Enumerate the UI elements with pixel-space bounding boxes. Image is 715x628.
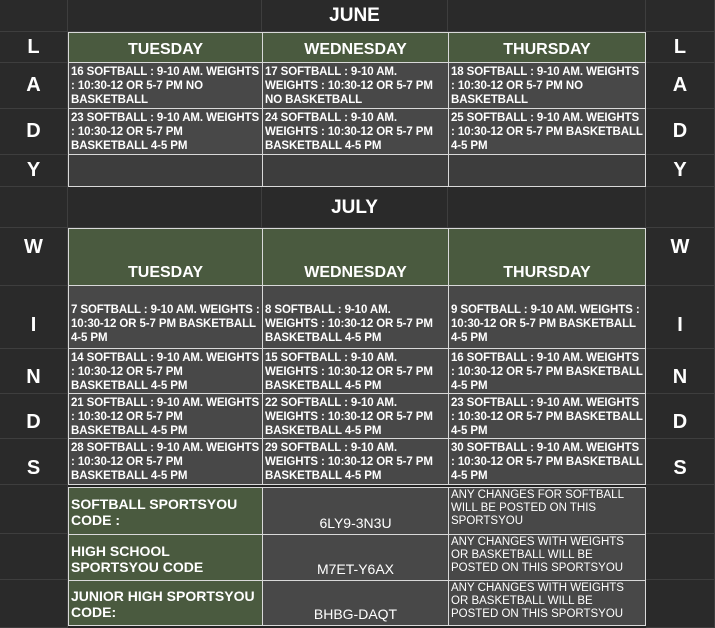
code-note-junior-high: ANY CHANGES WITH WEIGHTS OR BASKETBALL WILL BE POSTED ON THIS SPORTSYOU <box>448 580 646 626</box>
day-header-wednesday: WEDNESDAY <box>262 228 449 286</box>
date-cell: 23 SOFTBALL : 9-10 AM. WEIGHTS : 10:30-12 OR 5-7 PM BASKETBALL 4-5 PM <box>448 393 646 439</box>
month-title-june: JUNE <box>262 0 448 32</box>
month-title-july: JULY <box>262 187 448 228</box>
day-header-thursday: THURSDAY <box>448 228 646 286</box>
side-letter: I <box>646 286 715 349</box>
code-label-softball: SOFTBALL SPORTSYOU CODE : <box>68 487 263 535</box>
date-cell: 29 SOFTBALL : 9-10 AM. WEIGHTS : 10:30-12 OR 5-7 PM BASKETBALL 4-5 PM <box>262 438 449 485</box>
side-spacer <box>0 0 68 32</box>
code-value-softball: 6LY9-3N3U <box>262 487 449 535</box>
side-spacer <box>0 187 68 228</box>
side-spacer <box>0 580 68 628</box>
date-cell: 15 SOFTBALL : 9-10 AM. WEIGHTS : 10:30-12 OR 5-7 PM BASKETBALL 4-5 PM <box>262 348 449 394</box>
code-label-high-school: HIGH SCHOOL SPORTSYOU CODE <box>68 534 263 581</box>
side-letter: S <box>0 439 68 485</box>
month-spacer <box>448 0 646 32</box>
empty-cell <box>262 154 449 187</box>
side-letter: Y <box>0 155 68 187</box>
date-cell: 21 SOFTBALL : 9-10 AM. WEIGHTS : 10:30-12 OR 5-7 PM BASKETBALL 4-5 PM <box>68 393 263 439</box>
date-cell: 16 SOFTBALL : 9-10 AM. WEIGHTS : 10:30-12 OR 5-7 PM NO BASKETBALL <box>68 62 263 109</box>
side-spacer <box>646 534 715 580</box>
side-spacer <box>646 580 715 628</box>
day-header-tuesday: TUESDAY <box>68 228 263 286</box>
day-header-thursday: THURSDAY <box>448 32 646 63</box>
side-letter: L <box>646 32 715 63</box>
side-letter: I <box>0 286 68 349</box>
side-letter: S <box>646 439 715 485</box>
empty-cell <box>448 154 646 187</box>
empty-cell <box>68 154 263 187</box>
side-spacer <box>646 187 715 228</box>
side-letter: D <box>646 394 715 439</box>
side-letter: D <box>646 109 715 155</box>
date-cell: 22 SOFTBALL : 9-10 AM. WEIGHTS : 10:30-12 OR 5-7 PM BASKETBALL 4-5 PM <box>262 393 449 439</box>
month-spacer <box>448 187 646 228</box>
side-spacer <box>0 485 68 534</box>
day-header-wednesday: WEDNESDAY <box>262 32 449 63</box>
code-label-junior-high: JUNIOR HIGH SPORTSYOU CODE: <box>68 580 263 626</box>
side-letter: W <box>646 228 715 286</box>
side-spacer <box>0 534 68 580</box>
date-cell: 24 SOFTBALL : 9-10 AM. WEIGHTS : 10:30-12 OR 5-7 PM BASKETBALL 4-5 PM <box>262 108 449 155</box>
side-letter: L <box>0 32 68 63</box>
date-cell: 30 SOFTBALL : 9-10 AM. WEIGHTS : 10:30-12 OR 5-7 PM BASKETBALL 4-5 PM <box>448 438 646 485</box>
side-letter: A <box>0 63 68 109</box>
date-cell: 9 SOFTBALL : 9-10 AM. WEIGHTS : 10:30-12 OR 5-7 PM BASKETBALL 4-5 PM <box>448 285 646 349</box>
code-note-softball: ANY CHANGES FOR SOFTBALL WILL BE POSTED ON THIS SPORTSYOU <box>448 487 646 535</box>
side-letter: A <box>646 63 715 109</box>
code-note-high-school: ANY CHANGES WITH WEIGHTS OR BASKETBALL WILL BE POSTED ON THIS SPORTSYOU <box>448 534 646 581</box>
date-cell: 7 SOFTBALL : 9-10 AM. WEIGHTS : 10:30-12 OR 5-7 PM BASKETBALL 4-5 PM <box>68 285 263 349</box>
side-letter: Y <box>646 155 715 187</box>
code-value-high-school: M7ET-Y6AX <box>262 534 449 581</box>
date-cell: 25 SOFTBALL : 9-10 AM. WEIGHTS : 10:30-12 OR 5-7 PM BASKETBALL 4-5 PM <box>448 108 646 155</box>
date-cell: 14 SOFTBALL : 9-10 AM. WEIGHTS : 10:30-12 OR 5-7 PM BASKETBALL 4-5 PM <box>68 348 263 394</box>
date-cell: 23 SOFTBALL : 9-10 AM. WEIGHTS : 10:30-12 OR 5-7 PM BASKETBALL 4-5 PM <box>68 108 263 155</box>
side-letter: W <box>0 228 68 286</box>
code-value-junior-high: BHBG-DAQT <box>262 580 449 626</box>
month-spacer <box>68 0 262 32</box>
day-header-tuesday: TUESDAY <box>68 32 263 63</box>
date-cell: 16 SOFTBALL : 9-10 AM. WEIGHTS : 10:30-12 OR 5-7 PM BASKETBALL 4-5 PM <box>448 348 646 394</box>
side-letter: D <box>0 394 68 439</box>
date-cell: 8 SOFTBALL : 9-10 AM. WEIGHTS : 10:30-12 OR 5-7 PM BASKETBALL 4-5 PM <box>262 285 449 349</box>
side-letter: N <box>0 349 68 394</box>
date-cell: 17 SOFTBALL : 9-10 AM. WEIGHTS : 10:30-12 OR 5-7 PM NO BASKETBALL <box>262 62 449 109</box>
month-spacer <box>68 187 262 228</box>
side-spacer <box>646 0 715 32</box>
side-spacer <box>646 485 715 534</box>
date-cell: 18 SOFTBALL : 9-10 AM. WEIGHTS : 10:30-12 OR 5-7 PM NO BASKETBALL <box>448 62 646 109</box>
side-letter: D <box>0 109 68 155</box>
side-letter: N <box>646 349 715 394</box>
date-cell: 28 SOFTBALL : 9-10 AM. WEIGHTS : 10:30-12 OR 5-7 PM BASKETBALL 4-5 PM <box>68 438 263 485</box>
